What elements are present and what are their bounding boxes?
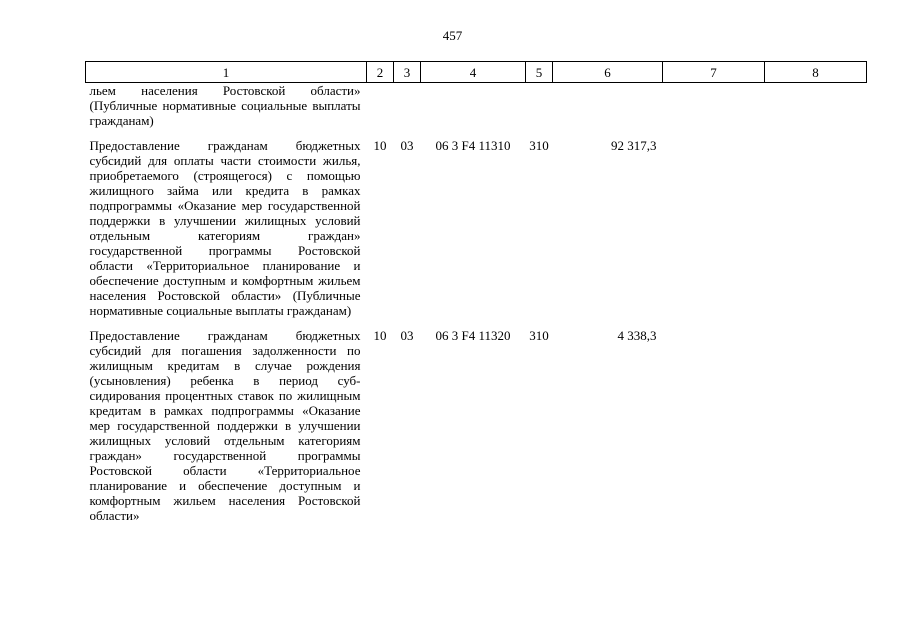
table-row xyxy=(86,83,867,129)
column-header-5: 5 xyxy=(526,62,553,83)
row-description: Предоставление гражданам бюджетных субсидий для погашения задолженности по жилищным кредитам в случае рождения (усыновления) ребенка в период субсидирования процентных ставок по жилищным кредитам в рамках подпрограммы «Оказание мер государственной поддержки в улучшении жилищных условий отдельным категориям граждан» государственной программы Ростовской области «Территориальное планирование и обеспечение доступным и комфортным жильем населения Ростовской области» xyxy=(89,328,361,523)
row-col7 xyxy=(663,83,765,129)
table-row xyxy=(86,318,867,523)
row-amount xyxy=(553,83,663,129)
row-section: 10 xyxy=(373,138,387,153)
table-header-row xyxy=(86,62,867,83)
row-amount: 4 338,3 xyxy=(617,328,657,343)
row-target-code: 06 3 F4 11320 xyxy=(435,328,511,343)
row-col7 xyxy=(663,318,765,523)
row-target-code: 06 3 F4 11310 xyxy=(435,138,511,153)
row-amount: 92 317,3 xyxy=(611,138,657,153)
row-expense-type: 310 xyxy=(529,328,549,343)
table-row xyxy=(86,128,867,318)
row-description: льем населения Ростовской области» (Публичные нормативные социальные выплаты гражданам) xyxy=(89,83,361,128)
row-section: 10 xyxy=(373,328,387,343)
column-header-4: 4 xyxy=(421,62,526,83)
row-target-code xyxy=(421,83,526,129)
column-header-8: 8 xyxy=(765,62,867,83)
row-col8 xyxy=(765,128,867,318)
row-subsection xyxy=(394,83,421,129)
column-header-7: 7 xyxy=(663,62,765,83)
budget-table xyxy=(85,61,867,523)
row-subsection: 03 xyxy=(400,138,414,153)
page-number: 457 xyxy=(442,28,463,43)
column-header-2: 2 xyxy=(367,62,394,83)
row-subsection: 03 xyxy=(400,328,414,343)
row-col7 xyxy=(663,128,765,318)
row-expense-type xyxy=(526,83,553,129)
column-header-1: 1 xyxy=(86,62,367,83)
row-description: Предоставление гражданам бюджетных субсидий для оплаты части стоимости жилья, приобретаемого (строящегося) с помощью жилищного займа или кредита в рамках подпрограммы «Оказание мер государственной поддержки в улучшении жилищных условий отдельным категориям граждан» государственной программы Ростовской области «Территориальное планирование и обеспечение доступным и комфортным жильем населения Ростовской области» (Публичные нормативные социальные выплаты гражданам) xyxy=(89,138,361,318)
row-col8 xyxy=(765,83,867,129)
column-header-3: 3 xyxy=(394,62,421,83)
column-header-6: 6 xyxy=(553,62,663,83)
row-section xyxy=(367,83,394,129)
row-col8 xyxy=(765,318,867,523)
row-expense-type: 310 xyxy=(529,138,549,153)
